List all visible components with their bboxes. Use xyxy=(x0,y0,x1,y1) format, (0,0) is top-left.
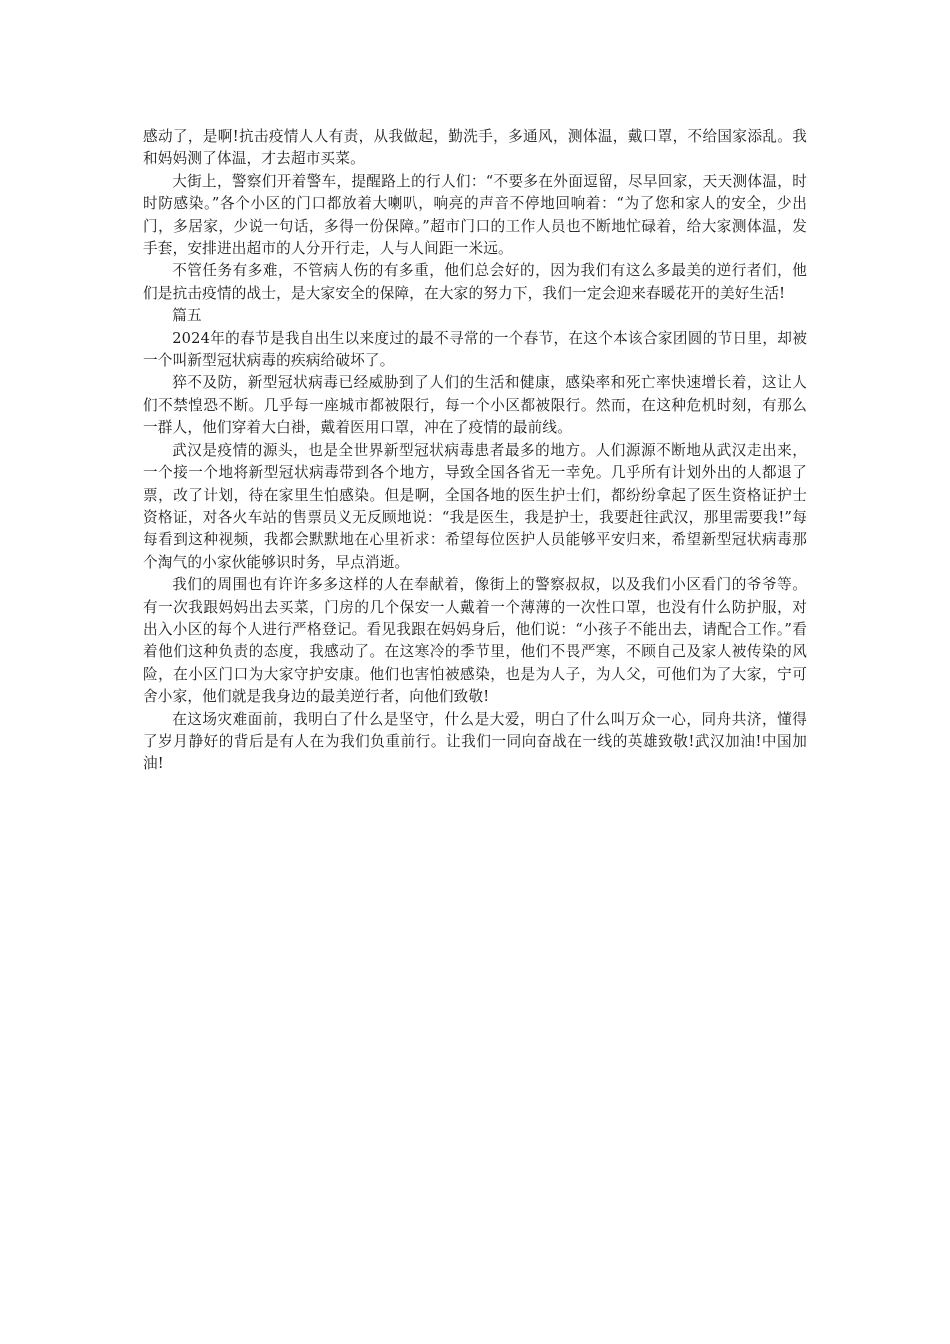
paragraph-continued: 感动了，是啊!抗击疫情人人有责，从我做起，勤洗手，多通风，测体温，戴口罩，不给国家添乱。我和妈妈测了体温，才去超市买菜。 xyxy=(143,128,807,168)
paragraph-street-police: 大街上，警察们开着警车，提醒路上的行人们：“不要多在外面逗留，尽早回家，天天测体温，时时防感染。”各个小区的门口都放着大喇叭，响亮的声音不停地回响着：“为了您和家人的安全，少出门，多居家，少说一句话，多得一份保障。”超市门口的工作人员也不断地忙碌着，给大家测体温，发手套，安排进出超市的人分开行走，人与人间距一米远。 xyxy=(143,172,807,258)
paragraph-conclusion: 在这场灾难面前，我明白了什么是坚守，什么是大爱，明白了什么叫万众一心，同舟共济，懂得了岁月静好的背后是有人在为我们负重前行。让我们一同向奋战在一线的英雄致敬!武汉加油!中国加油! xyxy=(143,710,807,773)
paragraph-neighborhood-guards: 我们的周围也有许许多多这样的人在奉献着，像街上的警察叔叔，以及我们小区看门的爷爷等。有一次我跟妈妈出去买菜，门房的几个保安一人戴着一个薄薄的一次性口罩，也没有什么防护服，对出入小区的每个人进行严格登记。看见我跟在妈妈身后，他们说：“小孩子不能出去，请配合工作。”看着他们这种负责的态度，我感动了。在这寒冷的季节里，他们不畏严寒，不顾自己及家人被传染的风险，在小区门口为大家守护安康。他们也害怕被感染，也是为人子，为人父，可他们为了大家，宁可舍小家，他们就是我身边的最美逆行者，向他们致敬! xyxy=(143,576,807,706)
document-page xyxy=(143,126,807,776)
paragraph-spring-festival: 2024年的春节是我自出生以来度过的最不寻常的一个春节，在这个本该合家团圆的节日里，却被一个叫新型冠状病毒的疾病给破坏了。 xyxy=(143,329,807,370)
section-heading: 篇五 xyxy=(172,307,202,325)
paragraph-retrograde-heroes: 不管任务有多难，不管病人伤的有多重，他们总会好的，因为我们有这么多最美的逆行者们，他们是抗击疫情的战士，是大家安全的保障，在大家的努力下，我们一定会迎来春暖花开的美好生活! xyxy=(143,262,807,302)
paragraph-virus-threat: 猝不及防，新型冠状病毒已经威胁到了人们的生活和健康，感染率和死亡率快速增长着，这让人们不禁惶恐不断。几乎每一座城市都被限行，每一个小区都被限行。然而，在这种危机时刻，有那么一群人，他们穿着大白褂，戴着医用口罩，冲在了疫情的最前线。 xyxy=(143,374,807,437)
paragraph-wuhan-doctors: 武汉是疫情的源头，也是全世界新型冠状病毒患者最多的地方。人们源源不断地从武汉走出来，一个接一个地将新型冠状病毒带到各个地方，导致全国各省无一幸免。几乎所有计划外出的人都退了票，改了计划，待在家里生怕感染。但是啊，全国各地的医生护士们，都纷纷拿起了医生资格证护士资格证，对各火车站的售票员义无反顾地说：“我是医生，我是护士，我要赶往武汉，那里需要我!”每每看到这种视频，我都会默默地在心里祈求：希望每位医护人员能够平安归来，希望新型冠状病毒那个淘气的小家伙能够识时务，早点消逝。 xyxy=(143,441,807,571)
